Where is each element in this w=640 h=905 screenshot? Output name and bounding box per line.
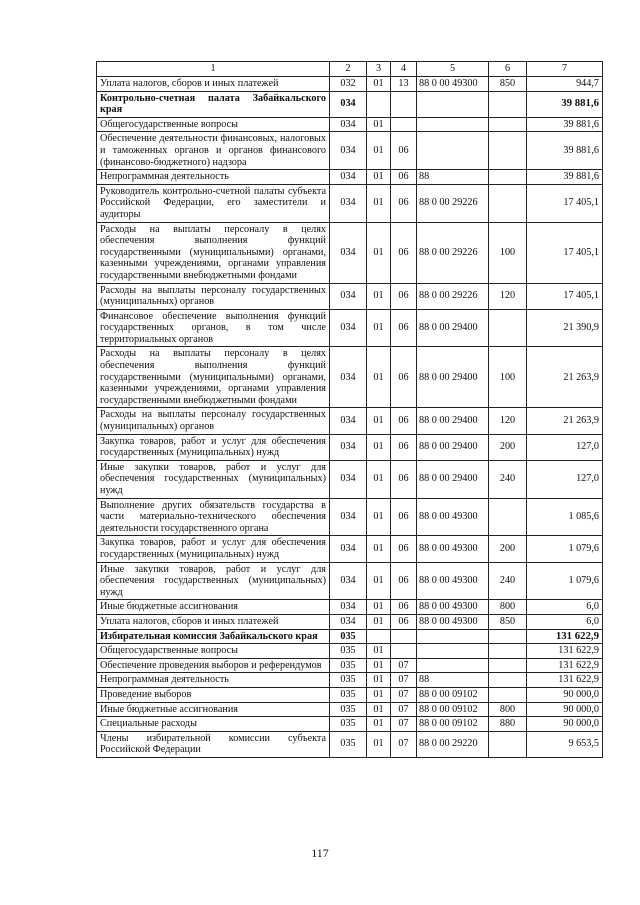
cell-expense-type: 100 [489,347,527,408]
cell-name: Избирательная комиссия Забайкальского края [97,629,330,644]
cell-subsection-code: 06 [391,222,417,283]
cell-expense-type [489,673,527,688]
cell-name: Иные закупки товаров, работ и услуг для обеспечения государственных (муниципальных) нужд [97,562,330,600]
cell-name: Выполнение других обязательств государства в части материально-технического обеспечения деятельности государственного органа [97,498,330,536]
cell-amount: 6,0 [527,614,603,629]
cell-subsection-code: 06 [391,498,417,536]
cell-name: Члены избирательной комиссии субъекта Российской Федерации [97,731,330,757]
cell-section-code [367,629,391,644]
cell-section-code: 01 [367,222,391,283]
cell-target-article: 88 0 00 49300 [417,562,489,600]
table-row [97,658,603,673]
cell-amount: 1 079,6 [527,536,603,562]
cell-amount: 21 263,9 [527,408,603,434]
table-row [97,283,603,309]
cell-section-code: 01 [367,702,391,717]
cell-subsection-code: 06 [391,132,417,170]
cell-department-code: 035 [330,687,367,702]
cell-subsection-code: 13 [391,77,417,92]
cell-expense-type: 100 [489,222,527,283]
cell-amount: 131 622,9 [527,673,603,688]
cell-amount: 127,0 [527,460,603,498]
cell-amount: 6,0 [527,600,603,615]
cell-subsection-code: 06 [391,184,417,222]
cell-name: Непрограммная деятельность [97,170,330,185]
cell-target-article: 88 0 00 09102 [417,687,489,702]
cell-department-code: 034 [330,283,367,309]
cell-name: Обеспечение деятельности финансовых, налоговых и таможенных органов и органов финансового (финансово-бюджетного) надзора [97,132,330,170]
cell-section-code: 01 [367,170,391,185]
table-row [97,702,603,717]
cell-subsection-code [391,629,417,644]
cell-section-code: 01 [367,309,391,347]
cell-subsection-code: 06 [391,408,417,434]
table-row [97,132,603,170]
table-row [97,460,603,498]
cell-department-code: 034 [330,170,367,185]
header-col-3: 3 [367,62,391,77]
cell-name: Расходы на выплаты персоналу государственных (муниципальных) органов [97,408,330,434]
table-row [97,91,603,117]
table-row [97,717,603,732]
cell-subsection-code: 06 [391,536,417,562]
cell-amount: 1 085,6 [527,498,603,536]
cell-amount: 17 405,1 [527,283,603,309]
cell-target-article: 88 [417,673,489,688]
cell-subsection-code: 06 [391,309,417,347]
cell-amount: 39 881,6 [527,170,603,185]
cell-amount: 131 622,9 [527,658,603,673]
cell-department-code: 034 [330,498,367,536]
cell-expense-type [489,117,527,132]
cell-target-article: 88 0 00 49300 [417,614,489,629]
cell-name: Закупка товаров, работ и услуг для обеспечения государственных (муниципальных) нужд [97,434,330,460]
cell-subsection-code: 07 [391,717,417,732]
cell-section-code: 01 [367,644,391,659]
cell-target-article: 88 0 00 09102 [417,717,489,732]
cell-target-article: 88 0 00 49300 [417,498,489,536]
cell-section-code: 01 [367,283,391,309]
cell-section-code: 01 [367,614,391,629]
cell-section-code: 01 [367,600,391,615]
cell-subsection-code: 07 [391,702,417,717]
cell-department-code: 034 [330,222,367,283]
cell-department-code: 032 [330,77,367,92]
cell-name: Закупка товаров, работ и услуг для обеспечения государственных (муниципальных) нужд [97,536,330,562]
cell-section-code: 01 [367,673,391,688]
cell-amount: 90 000,0 [527,687,603,702]
table-row [97,562,603,600]
cell-section-code [367,91,391,117]
cell-department-code: 034 [330,562,367,600]
cell-subsection-code: 06 [391,170,417,185]
cell-target-article: 88 0 00 49300 [417,77,489,92]
cell-section-code: 01 [367,77,391,92]
cell-target-article [417,91,489,117]
cell-subsection-code: 06 [391,434,417,460]
cell-section-code: 01 [367,408,391,434]
cell-subsection-code: 06 [391,562,417,600]
cell-expense-type [489,184,527,222]
header-col-1: 1 [97,62,330,77]
cell-target-article: 88 0 00 29226 [417,184,489,222]
cell-department-code: 035 [330,731,367,757]
header-col-5: 5 [417,62,489,77]
cell-target-article [417,629,489,644]
cell-name: Иные закупки товаров, работ и услуг для обеспечения государственных (муниципальных) нужд [97,460,330,498]
cell-name: Обеспечение проведения выборов и референдумов [97,658,330,673]
table-row [97,614,603,629]
cell-section-code: 01 [367,460,391,498]
header-col-4: 4 [391,62,417,77]
cell-expense-type [489,170,527,185]
cell-section-code: 01 [367,498,391,536]
cell-amount: 131 622,9 [527,644,603,659]
cell-department-code: 034 [330,600,367,615]
cell-section-code: 01 [367,717,391,732]
cell-expense-type: 240 [489,460,527,498]
cell-expense-type: 120 [489,408,527,434]
page-number: 117 [311,846,329,860]
cell-expense-type: 240 [489,562,527,600]
cell-expense-type [489,498,527,536]
cell-expense-type: 880 [489,717,527,732]
cell-expense-type [489,687,527,702]
cell-target-article [417,132,489,170]
cell-department-code: 035 [330,717,367,732]
cell-expense-type: 850 [489,77,527,92]
cell-target-article: 88 0 00 49300 [417,536,489,562]
cell-department-code: 034 [330,117,367,132]
cell-name: Финансовое обеспечение выполнения функций государственных органов, в том числе территориальных органов [97,309,330,347]
cell-name: Расходы на выплаты персоналу в целях обеспечения выполнения функций государственными (муниципальными) органами, казенными учреждениями, органами управления государственными внебюджетными фондами [97,222,330,283]
table-row [97,434,603,460]
cell-name: Расходы на выплаты персоналу государственных (муниципальных) органов [97,283,330,309]
cell-expense-type: 800 [489,600,527,615]
cell-section-code: 01 [367,562,391,600]
cell-department-code: 035 [330,658,367,673]
cell-department-code: 034 [330,536,367,562]
cell-target-article [417,644,489,659]
cell-target-article: 88 0 00 29400 [417,434,489,460]
cell-department-code: 034 [330,347,367,408]
cell-section-code: 01 [367,117,391,132]
cell-expense-type: 120 [489,283,527,309]
cell-target-article: 88 0 00 29220 [417,731,489,757]
cell-name: Непрограммная деятельность [97,673,330,688]
cell-name: Руководитель контрольно-счетной палаты субъекта Российской Федерации, его заместители и аудиторы [97,184,330,222]
cell-amount: 131 622,9 [527,629,603,644]
cell-expense-type [489,658,527,673]
table-row [97,309,603,347]
cell-amount: 9 653,5 [527,731,603,757]
cell-section-code: 01 [367,536,391,562]
cell-department-code: 034 [330,614,367,629]
cell-name: Уплата налогов, сборов и иных платежей [97,614,330,629]
cell-name: Контрольно-счетная палата Забайкальского края [97,91,330,117]
table-row [97,629,603,644]
header-col-7: 7 [527,62,603,77]
cell-amount: 944,7 [527,77,603,92]
cell-section-code: 01 [367,687,391,702]
cell-section-code: 01 [367,658,391,673]
table-row [97,170,603,185]
cell-department-code: 034 [330,309,367,347]
cell-expense-type [489,309,527,347]
cell-amount: 39 881,6 [527,117,603,132]
cell-amount: 21 263,9 [527,347,603,408]
table-row [97,408,603,434]
cell-name: Проведение выборов [97,687,330,702]
cell-target-article: 88 0 00 29400 [417,408,489,434]
table-row [97,498,603,536]
table-row [97,222,603,283]
cell-expense-type [489,91,527,117]
cell-target-article: 88 0 00 49300 [417,600,489,615]
table-row [97,644,603,659]
cell-department-code: 035 [330,644,367,659]
table-row [97,600,603,615]
cell-subsection-code: 06 [391,283,417,309]
cell-department-code: 034 [330,408,367,434]
cell-expense-type [489,731,527,757]
cell-amount: 90 000,0 [527,702,603,717]
cell-name: Уплата налогов, сборов и иных платежей [97,77,330,92]
table-row [97,77,603,92]
cell-target-article [417,117,489,132]
cell-expense-type: 200 [489,536,527,562]
cell-expense-type: 850 [489,614,527,629]
cell-department-code: 034 [330,184,367,222]
cell-department-code: 035 [330,673,367,688]
cell-target-article: 88 [417,170,489,185]
cell-department-code: 035 [330,702,367,717]
cell-expense-type: 200 [489,434,527,460]
table-row [97,117,603,132]
cell-target-article: 88 0 00 29226 [417,222,489,283]
table-row [97,673,603,688]
header-col-2: 2 [330,62,367,77]
cell-amount: 39 881,6 [527,132,603,170]
cell-department-code: 034 [330,132,367,170]
cell-expense-type: 800 [489,702,527,717]
cell-subsection-code: 07 [391,687,417,702]
cell-section-code: 01 [367,731,391,757]
table-body [97,62,603,758]
cell-name: Иные бюджетные ассигнования [97,702,330,717]
cell-amount: 1 079,6 [527,562,603,600]
cell-amount: 39 881,6 [527,91,603,117]
cell-section-code: 01 [367,184,391,222]
cell-subsection-code: 06 [391,460,417,498]
cell-subsection-code: 07 [391,731,417,757]
cell-name: Общегосударственные вопросы [97,644,330,659]
cell-subsection-code: 06 [391,347,417,408]
table-row [97,184,603,222]
cell-department-code: 034 [330,460,367,498]
cell-amount: 21 390,9 [527,309,603,347]
table-row [97,536,603,562]
cell-department-code: 034 [330,91,367,117]
cell-amount: 17 405,1 [527,222,603,283]
cell-amount: 17 405,1 [527,184,603,222]
cell-name: Специальные расходы [97,717,330,732]
cell-target-article: 88 0 00 29226 [417,283,489,309]
table-row [97,347,603,408]
cell-target-article: 88 0 00 29400 [417,309,489,347]
cell-subsection-code: 07 [391,658,417,673]
table-row [97,731,603,757]
cell-subsection-code [391,644,417,659]
table-row [97,687,603,702]
cell-subsection-code [391,117,417,132]
header-row [97,62,603,77]
cell-amount: 127,0 [527,434,603,460]
cell-expense-type [489,629,527,644]
cell-section-code: 01 [367,347,391,408]
cell-expense-type [489,132,527,170]
cell-target-article [417,658,489,673]
budget-table [96,61,603,758]
header-col-6: 6 [489,62,527,77]
cell-subsection-code: 06 [391,600,417,615]
cell-department-code: 034 [330,434,367,460]
cell-section-code: 01 [367,132,391,170]
cell-department-code: 035 [330,629,367,644]
cell-subsection-code: 06 [391,614,417,629]
cell-target-article: 88 0 00 29400 [417,347,489,408]
cell-section-code: 01 [367,434,391,460]
cell-target-article: 88 0 00 29400 [417,460,489,498]
cell-amount: 90 000,0 [527,717,603,732]
cell-subsection-code: 07 [391,673,417,688]
cell-expense-type [489,644,527,659]
cell-name: Общегосударственные вопросы [97,117,330,132]
cell-target-article: 88 0 00 09102 [417,702,489,717]
cell-name: Расходы на выплаты персоналу в целях обеспечения выполнения функций государственными (муниципальными) органами, казенными учреждениями, органами управления государственными внебюджетными фондами [97,347,330,408]
cell-name: Иные бюджетные ассигнования [97,600,330,615]
cell-subsection-code [391,91,417,117]
